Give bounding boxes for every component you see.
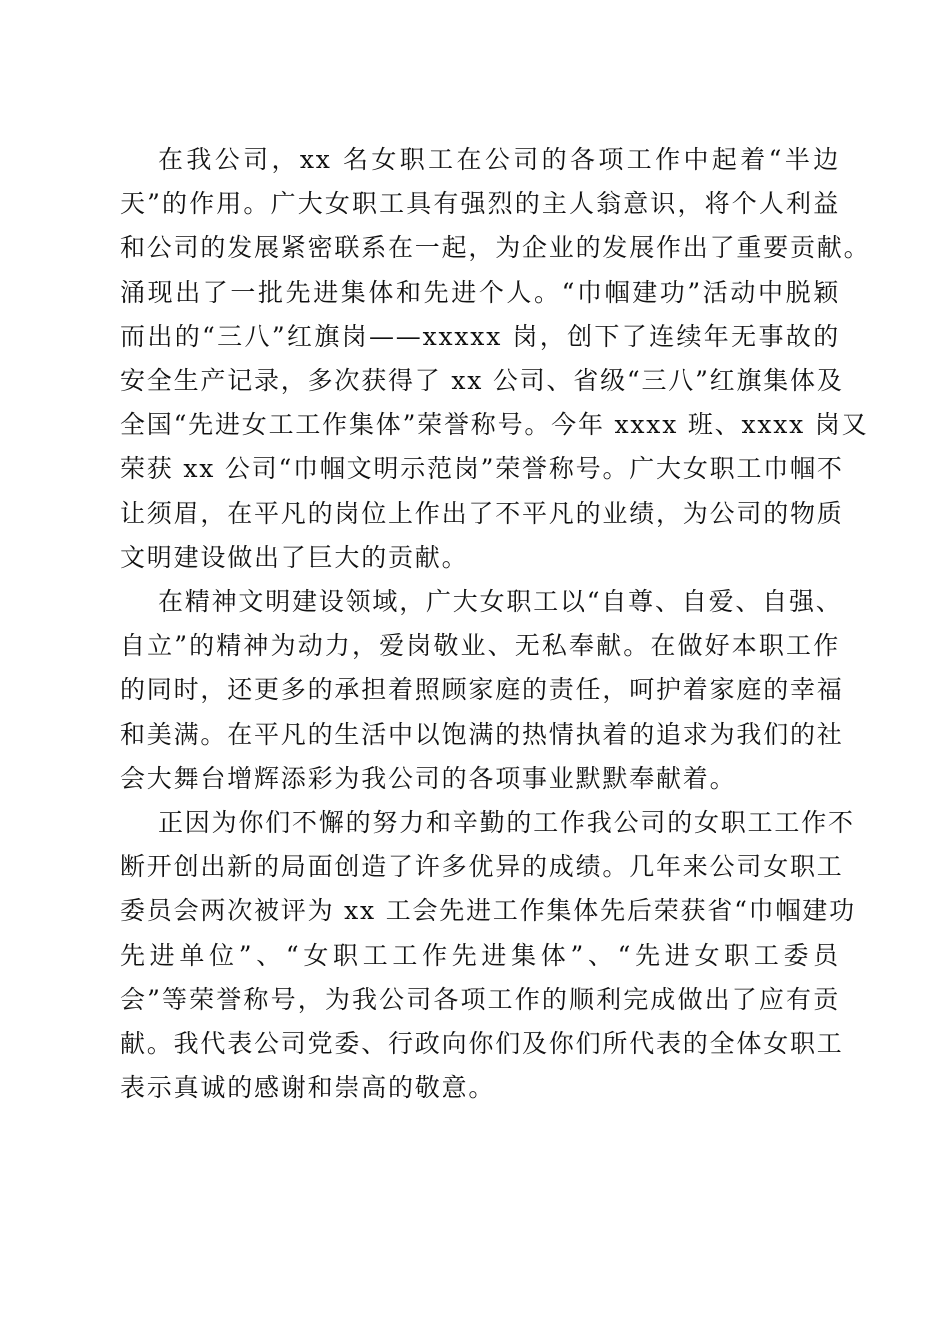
- text-line: 断开创出新的局面创造了许多优异的成绩。几年来公司女职工: [120, 852, 844, 882]
- text-line: 和美满。在平凡的生活中以饱满的热情执着的追求为我们的社: [120, 719, 844, 749]
- text-line: 涌现出了一批先进集体和先进个人。“巾帼建功”活动中脱颖: [120, 277, 840, 307]
- text-line: 文明建设做出了巨大的贡献。: [120, 542, 469, 572]
- text-line: 全国“先进女工工作集体”荣誉称号。今年 xxxx 班、xxxx 岗又: [120, 410, 869, 440]
- text-line: 正因为你们不懈的努力和辛勤的工作我公司的女职工工作不: [158, 808, 855, 838]
- text-line: 在精神文明建设领域，广大女职工以“自尊、自爱、自强、: [158, 587, 843, 617]
- paragraph-2: [120, 580, 844, 801]
- text-line: 天”的作用。广大女职工具有强烈的主人翁意识，将个人利益: [120, 189, 840, 219]
- text-line: 在我公司，xx 名女职工在公司的各项工作中起着“半边: [158, 145, 840, 174]
- text-line: 献。我代表公司党委、行政向你们及你们所代表的全体女职工: [120, 1029, 844, 1059]
- text-line: 会大舞台增辉添彩为我公司的各项事业默默奉献着。: [120, 763, 737, 793]
- paragraph-1: [120, 138, 871, 580]
- text-line: 而出的“三八”红旗岗——xxxxx 岗，创下了连续年无事故的: [120, 321, 840, 351]
- text-line: 让须眉，在平凡的岗位上作出了不平凡的业绩，为公司的物质: [120, 498, 844, 528]
- paragraph-3: [120, 801, 856, 1110]
- text-line: 荣获 xx 公司“巾帼文明示范岗”荣誉称号。广大女职工巾帼不: [120, 454, 844, 484]
- document-body: [120, 138, 871, 1110]
- text-line: 会”等荣誉称号，为我公司各项工作的顺利完成做出了应有贡: [120, 984, 840, 1014]
- text-line: 表示真诚的感谢和崇高的敬意。: [120, 1073, 496, 1103]
- text-line: 先进单位”、“女职工工作先进集体”、“先进女职工委员: [120, 940, 840, 970]
- text-line: 委员会两次被评为 xx 工会先进工作集体先后荣获省“巾帼建功: [120, 896, 856, 926]
- text-line: 和公司的发展紧密联系在一起，为企业的发展作出了重要贡献。: [120, 233, 871, 263]
- text-line: 安全生产记录，多次获得了 xx 公司、省级“三八”红旗集体及: [120, 366, 844, 396]
- text-line: 自立”的精神为动力，爱岗敬业、无私奉献。在做好本职工作: [120, 631, 840, 661]
- text-line: 的同时，还更多的承担着照顾家庭的责任，呵护着家庭的幸福: [120, 675, 844, 705]
